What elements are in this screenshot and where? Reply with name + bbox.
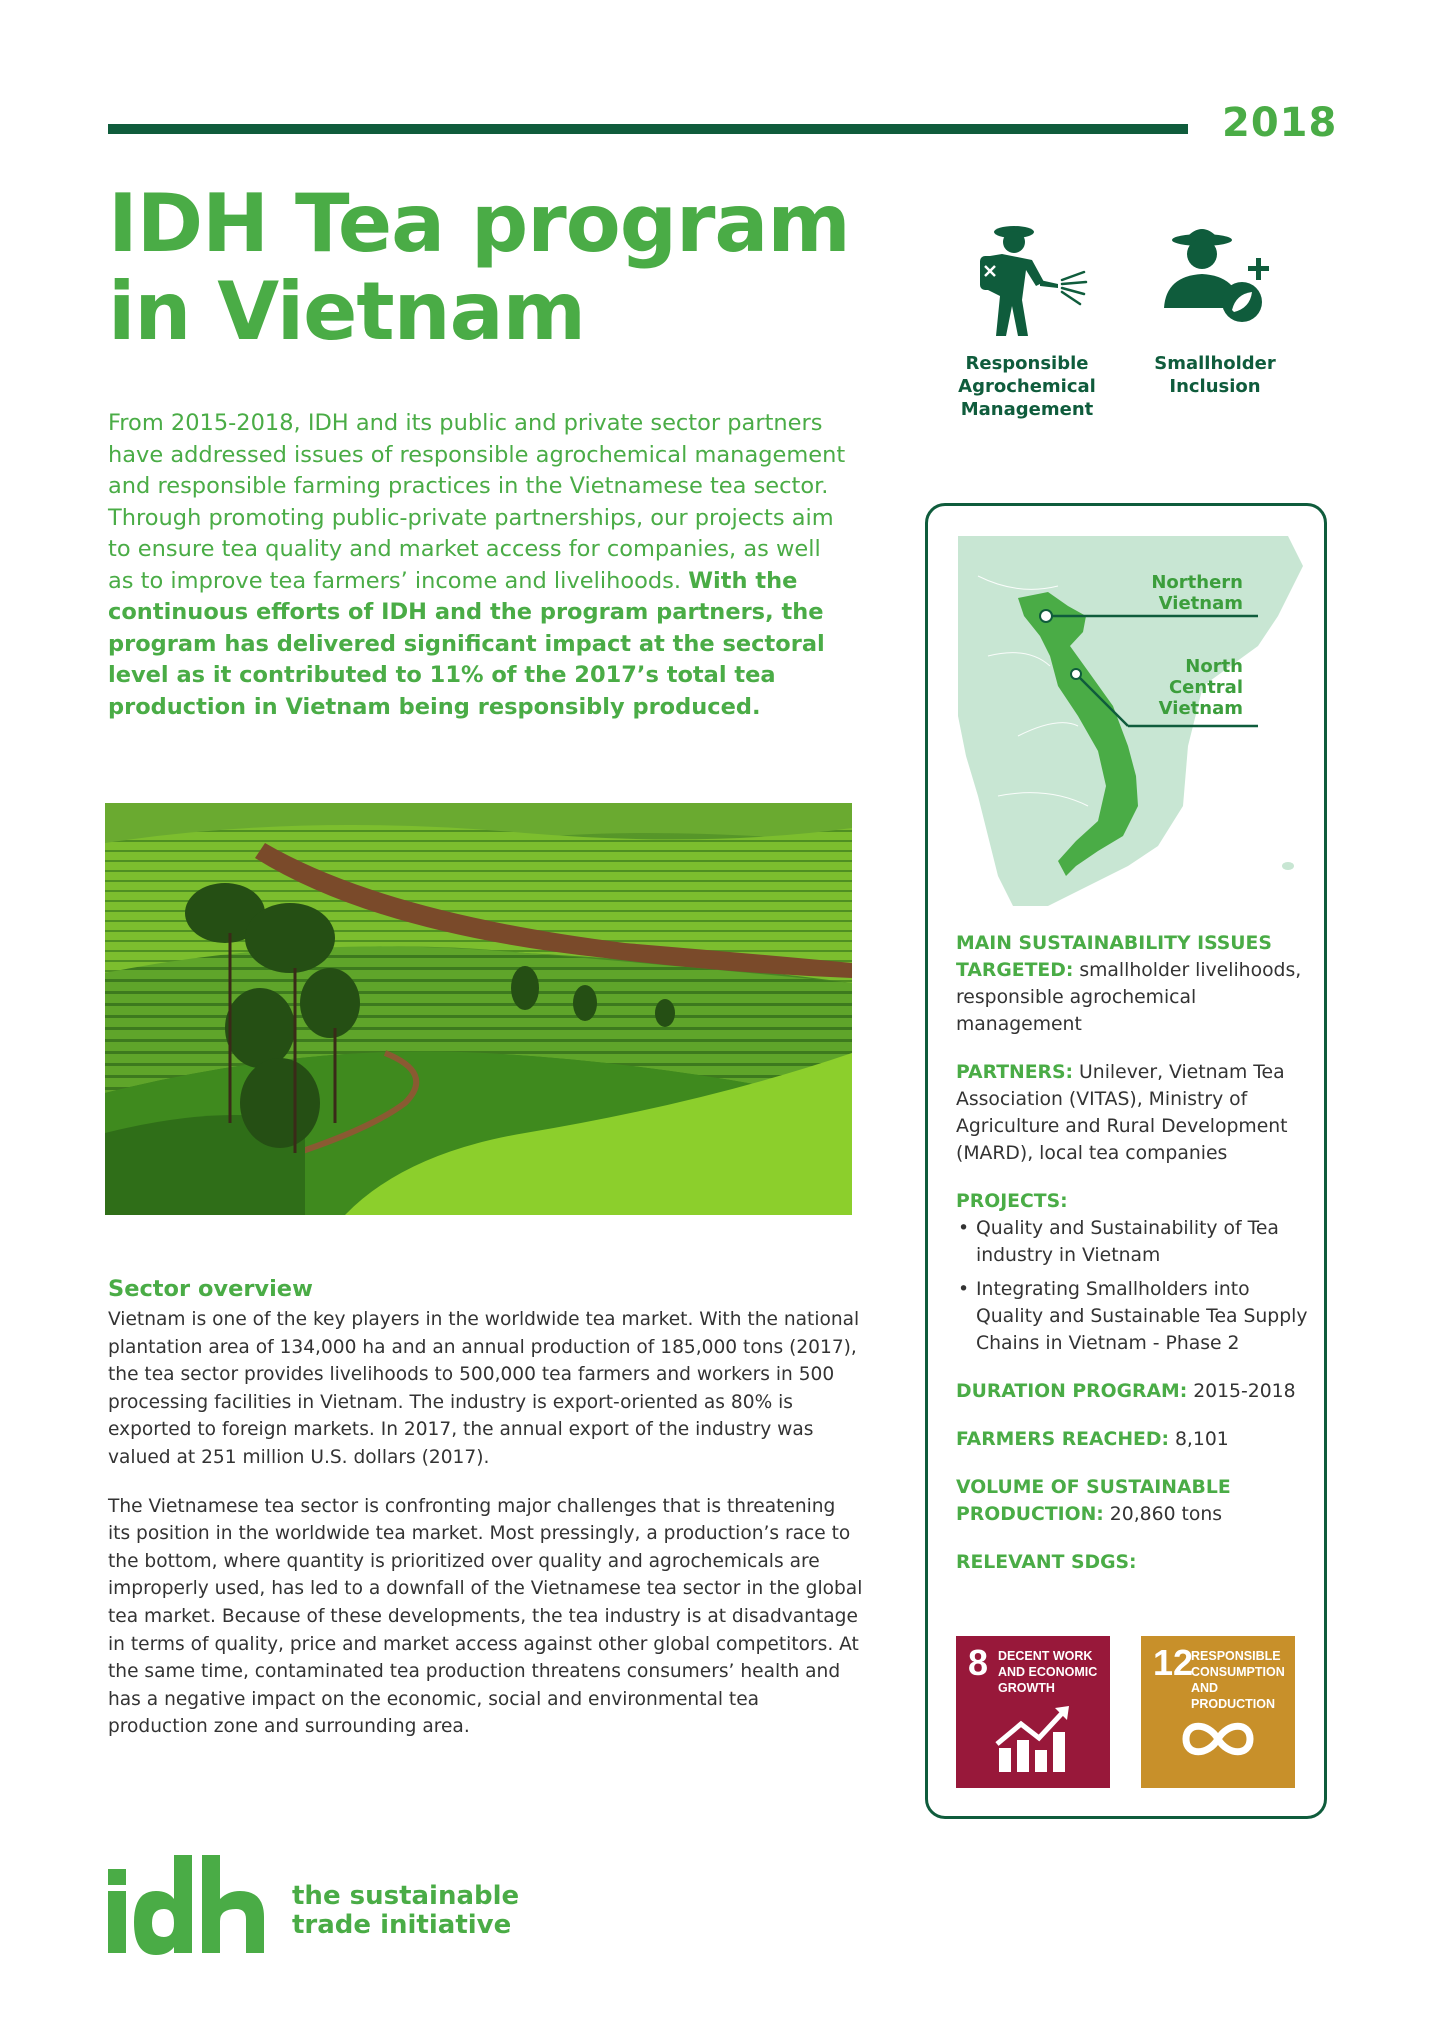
program-info-panel [925, 503, 1327, 1819]
page-title-line-2: in Vietnam [108, 265, 585, 358]
fact-sdgs [956, 1549, 1316, 1576]
sector-overview [108, 1276, 863, 1762]
sprayer-farmer-icon [962, 220, 1092, 340]
fact-partners [956, 1059, 1316, 1167]
page-title-line-1: IDH Tea program [108, 177, 850, 270]
program-facts [956, 930, 1316, 1597]
growth-chart-icon [993, 1704, 1073, 1774]
fact-issues-value: smallholder livelihoods, responsible agrochemical management [956, 960, 1302, 1035]
intro-text: From 2015-2018, IDH and its public and private sector partners have addressed issues of responsible agrochemical management and responsible farming practices in the Vietnamese tea sector. Through promoting public-private partnerships, our projects aim to ensure tea quality and market access for companies, as well as to improve tea farmers’ income and livelihoods. [108, 410, 846, 594]
fact-volume-key: VOLUME OF SUSTAINABLE PRODUCTION: [956, 1477, 1231, 1525]
header-rule [108, 124, 1188, 134]
sector-paragraph-2: The Vietnamese tea sector is confronting major challenges that is threatening its position in the worldwide tea market. Most pressingly, a production’s race to the bottom, where quantity is prioritized over quality and agrochemicals are improperly used, has led to a downfall of the Vietnamese tea sector in the global tea market. Because of these developments, the tea industry is at disadvantage in terms of quality, price and market access against other global competitors. At the same time, contaminated tea production threatens consumers’ health and has a negative impact on the economic, social and environmental tea production zone and surrounding area. [108, 1495, 863, 1738]
fact-volume [956, 1474, 1316, 1528]
tea-plantation-photo [105, 803, 852, 1215]
fact-duration-key: DURATION PROGRAM: [956, 1381, 1188, 1402]
map-label-north-central: North Central Vietnam [1158, 656, 1243, 719]
sdg-8-number: 8 [968, 1642, 989, 1683]
theme-agrochemical [932, 220, 1122, 421]
intro-paragraph [108, 408, 848, 723]
sdg-8-badge [956, 1636, 1110, 1788]
report-year: 2018 [1222, 100, 1338, 146]
idh-logo-mark [108, 1855, 268, 1955]
intro-highlight: With the continuous efforts of IDH and the program partners, the program has delivered significant impact at the sectoral level as it contributed to 11% of the 2017’s total tea production in Vietnam being responsibly produced. [108, 567, 825, 720]
fact-projects [956, 1188, 1316, 1357]
fact-duration-value: 2015-2018 [1193, 1381, 1296, 1402]
sector-paragraph-1: Vietnam is one of the key players in the worldwide tea market. With the national plantation area of 134,000 ha and an annual production of 185,000 tons (2017), the tea sector provides livelihoods to 500,000 tea farmers and workers in 500 processing facilities in Vietnam. The industry is export-oriented as 80% is exported to foreign markets. In 2017, the annual export of the industry was valued at 251 million U.S. dollars (2017). [108, 1309, 860, 1468]
project-item: • Integrating Smallholders into Quality and Sustainable Tea Supply Chains in Vietnam - Phase 2 [956, 1276, 1316, 1357]
fact-duration [956, 1378, 1316, 1405]
project-item: • Quality and Sustainability of Tea industry in Vietnam [956, 1215, 1316, 1269]
theme-agrochemical-label: Responsible Agrochemical Management [958, 353, 1096, 420]
project-list [956, 1215, 1316, 1357]
fact-partners-value: Unilever, Vietnam Tea Association (VITAS), Ministry of Agriculture and Rural Development (MARD), local tea companies [956, 1062, 1288, 1164]
sdg-12-number: 12 [1153, 1642, 1194, 1683]
page-title [108, 177, 868, 358]
fact-sdgs-key: RELEVANT SDGS: [956, 1552, 1137, 1573]
infinity-loop-icon [1178, 1704, 1258, 1774]
fact-issues-key: MAIN SUSTAINABILITY ISSUES TARGETED: [956, 933, 1272, 981]
logo-line-1: the sustainable [292, 1881, 520, 1911]
sdg-badges [956, 1636, 1296, 1788]
fact-projects-key: PROJECTS: [956, 1191, 1068, 1212]
fact-partners-key: PARTNERS: [956, 1062, 1074, 1083]
fact-volume-value: 20,860 tons [1109, 1504, 1223, 1525]
sector-overview-heading: Sector overview [108, 1276, 313, 1302]
idh-logo-text [292, 1882, 519, 1940]
sdg-12-badge [1141, 1636, 1295, 1788]
theme-smallholder-label: Smallholder Inclusion [1154, 353, 1276, 397]
sdg-12-title: RESPONSIBLE CONSUMPTION AND PRODUCTION [1191, 1649, 1285, 1711]
fact-farmers [956, 1426, 1316, 1453]
sdg-8-title: DECENT WORK AND ECONOMIC GROWTH [998, 1649, 1098, 1695]
fact-farmers-key: FARMERS REACHED: [956, 1429, 1169, 1450]
map-label-northern: Northern Vietnam [1151, 572, 1243, 614]
fact-issues [956, 930, 1316, 1038]
logo-line-2: trade initiative [292, 1910, 512, 1940]
farmer-plus-icon [1150, 220, 1280, 340]
theme-smallholder [1120, 220, 1310, 398]
fact-farmers-value: 8,101 [1174, 1429, 1229, 1450]
